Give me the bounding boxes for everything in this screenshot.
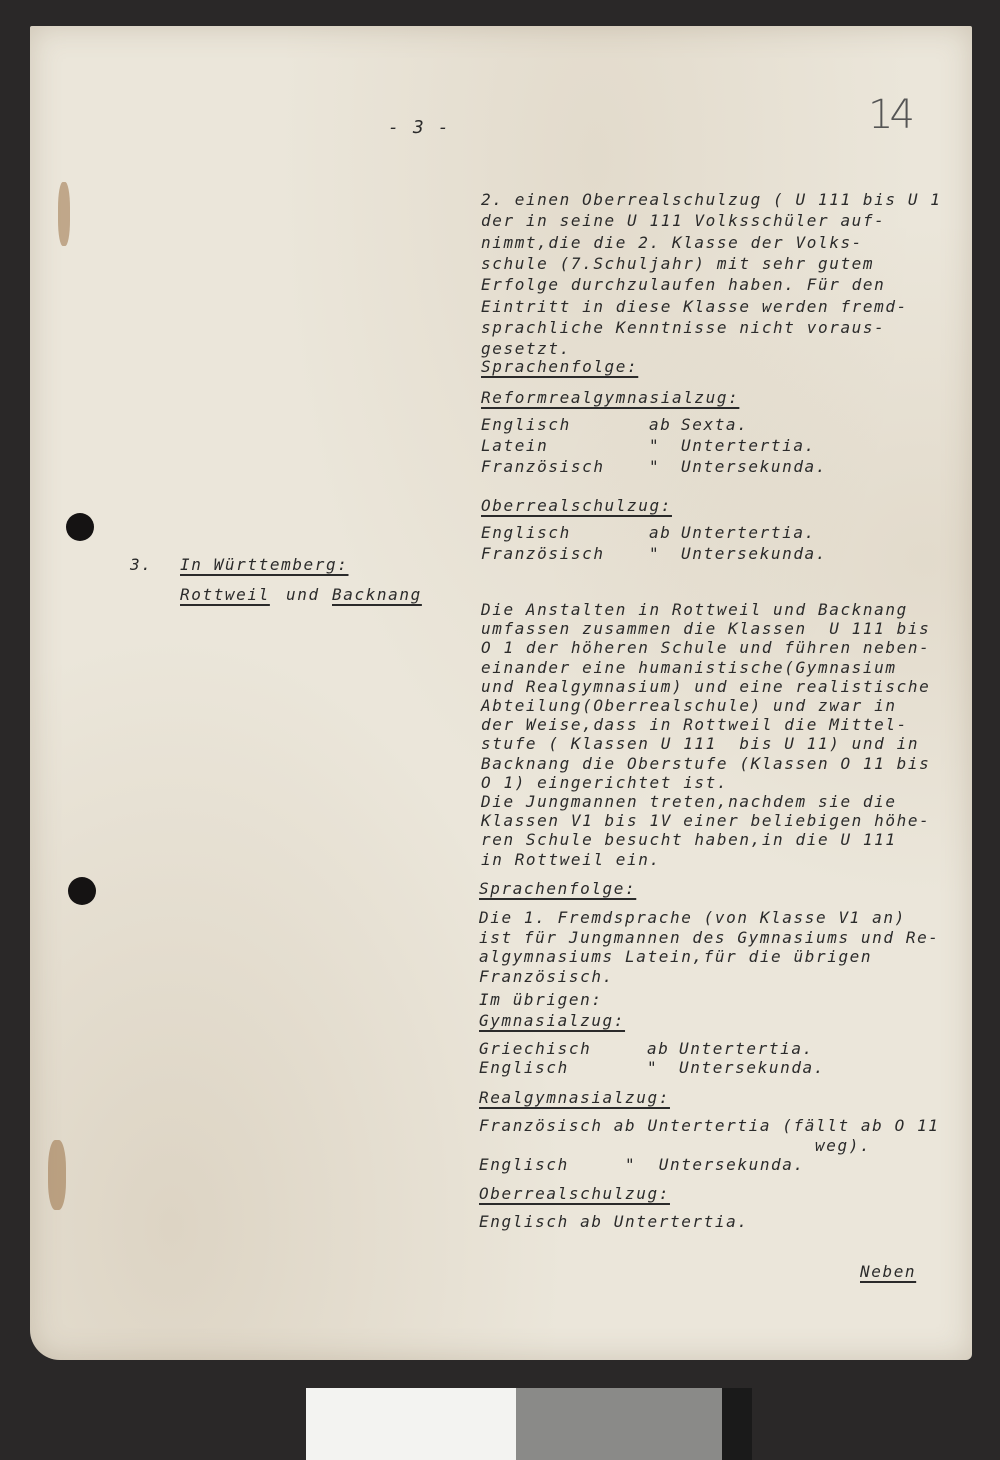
text-line: der in seine U 111 Volksschüler auf- bbox=[481, 211, 886, 231]
text-line: algymnasiums Latein,für die übrigen bbox=[479, 947, 873, 966]
text-line: Erfolge durchzulaufen haben. Für den bbox=[481, 275, 886, 295]
text-line: und Realgymnasium) und eine realistische bbox=[481, 676, 931, 696]
language-level: Untertertia. bbox=[681, 436, 816, 455]
text-line: Die 1. Fremdsprache (von Klasse V1 an) bbox=[479, 908, 906, 927]
realgym-line-1: Französisch ab Untertertia (fällt ab O 11 bbox=[479, 1116, 940, 1135]
text-line: ren Schule besucht haben,in die U 111 bbox=[481, 830, 897, 850]
heading-gymnasialzug: Gymnasialzug: bbox=[479, 1011, 626, 1030]
text-line: Eintritt in diese Klasse werden fremd- bbox=[481, 296, 908, 316]
heading-oberrealschulzug: Oberrealschulzug: bbox=[481, 496, 672, 515]
text-line: umfassen zusammen die Klassen U 111 bis bbox=[481, 619, 931, 639]
language-level: Untertertia. bbox=[681, 523, 816, 542]
text-line: Abteilung(Oberrealschule) und zwar in bbox=[481, 696, 897, 715]
language-lang: Latein bbox=[481, 436, 549, 455]
heading-sprachenfolge: Sprachenfolge: bbox=[481, 357, 639, 376]
calibration-strip-white bbox=[306, 1388, 516, 1460]
text-line: Die Jungmannen treten,nachdem sie die bbox=[481, 792, 897, 811]
language-sep: ab bbox=[649, 523, 672, 542]
text-line: Die Anstalten in Rottweil und Backnang bbox=[481, 600, 908, 619]
language-level: Sexta. bbox=[681, 415, 749, 434]
language-level: Untertertia. bbox=[679, 1039, 814, 1058]
heading-sprachenfolge-2: Sprachenfolge: bbox=[479, 879, 637, 898]
section-number: 3. bbox=[130, 555, 153, 574]
language-sep: " bbox=[647, 1058, 659, 1077]
text-line: Französisch. bbox=[479, 966, 614, 986]
language-lang: Englisch bbox=[481, 523, 571, 542]
page-number: - 3 - bbox=[388, 117, 451, 138]
punch-hole bbox=[66, 513, 94, 541]
language-lang: Französisch bbox=[481, 544, 605, 563]
text-line: 2. einen Oberrealschulzug ( U 111 bis U 1 bbox=[481, 190, 942, 209]
language-sep: ab bbox=[649, 415, 672, 434]
text-line: Klassen V1 bis 1V einer beliebigen höhe- bbox=[481, 811, 931, 831]
text-line: nimmt,die die 2. Klasse der Volks- bbox=[481, 232, 863, 252]
language-level: Untersekunda. bbox=[681, 544, 828, 563]
section-title: In Württemberg: bbox=[180, 555, 349, 574]
text-line: einander eine humanistische(Gymnasium bbox=[481, 657, 897, 677]
text-line: der Weise,dass in Rottweil die Mittel- bbox=[481, 715, 908, 735]
place-rottweil: Rottweil bbox=[180, 585, 270, 604]
rust-stain bbox=[58, 182, 70, 246]
calibration-strip-gray bbox=[516, 1388, 722, 1460]
place-backnang: Backnang bbox=[332, 585, 422, 604]
language-sep: " bbox=[649, 544, 661, 563]
text-line: ist für Jungmannen des Gymnasiums und Re- bbox=[479, 927, 940, 947]
language-lang: Englisch bbox=[479, 1058, 569, 1077]
text-line: O 1) eingerichtet ist. bbox=[481, 772, 729, 792]
conjunction: und bbox=[286, 585, 320, 604]
language-sep: " bbox=[649, 457, 661, 476]
language-lang: Französisch bbox=[481, 457, 605, 476]
punch-hole bbox=[68, 877, 96, 905]
rust-stain bbox=[48, 1140, 66, 1210]
heading-oberrealschulzug-2: Oberrealschulzug: bbox=[479, 1184, 670, 1203]
catchword: Neben bbox=[860, 1262, 917, 1281]
text-line: stufe ( Klassen U 111 bis U 11) und in bbox=[481, 734, 920, 754]
text-line: Backnang die Oberstufe (Klassen O 11 bis bbox=[481, 753, 931, 773]
calibration-strip-black bbox=[722, 1388, 752, 1460]
text-line: O 1 der höheren Schule und führen neben- bbox=[481, 638, 931, 658]
text-line: schule (7.Schuljahr) mit sehr gutem bbox=[481, 253, 875, 273]
text-line: in Rottweil ein. bbox=[481, 849, 661, 869]
realgym-line-3: Englisch " Untersekunda. bbox=[479, 1155, 805, 1174]
heading-realgymnasialzug: Realgymnasialzug: bbox=[479, 1088, 670, 1107]
im-uebrigen: Im übrigen: bbox=[479, 990, 603, 1009]
folio-number: 14 bbox=[868, 92, 911, 138]
language-lang: Griechisch bbox=[479, 1039, 592, 1058]
language-sep: ab bbox=[647, 1039, 670, 1058]
language-level: Untersekunda. bbox=[679, 1058, 826, 1077]
heading-reformrealgymnasialzug: Reformrealgymnasialzug: bbox=[481, 388, 740, 407]
realgym-line-2: weg). bbox=[815, 1136, 872, 1155]
text-line: sprachliche Kenntnisse nicht voraus- bbox=[481, 317, 886, 337]
language-level: Untersekunda. bbox=[681, 457, 828, 476]
text-line: gesetzt. bbox=[481, 339, 571, 359]
language-lang: Englisch bbox=[481, 415, 571, 434]
language-sep: " bbox=[649, 436, 661, 455]
oberreal-line-2: Englisch ab Untertertia. bbox=[479, 1212, 749, 1231]
